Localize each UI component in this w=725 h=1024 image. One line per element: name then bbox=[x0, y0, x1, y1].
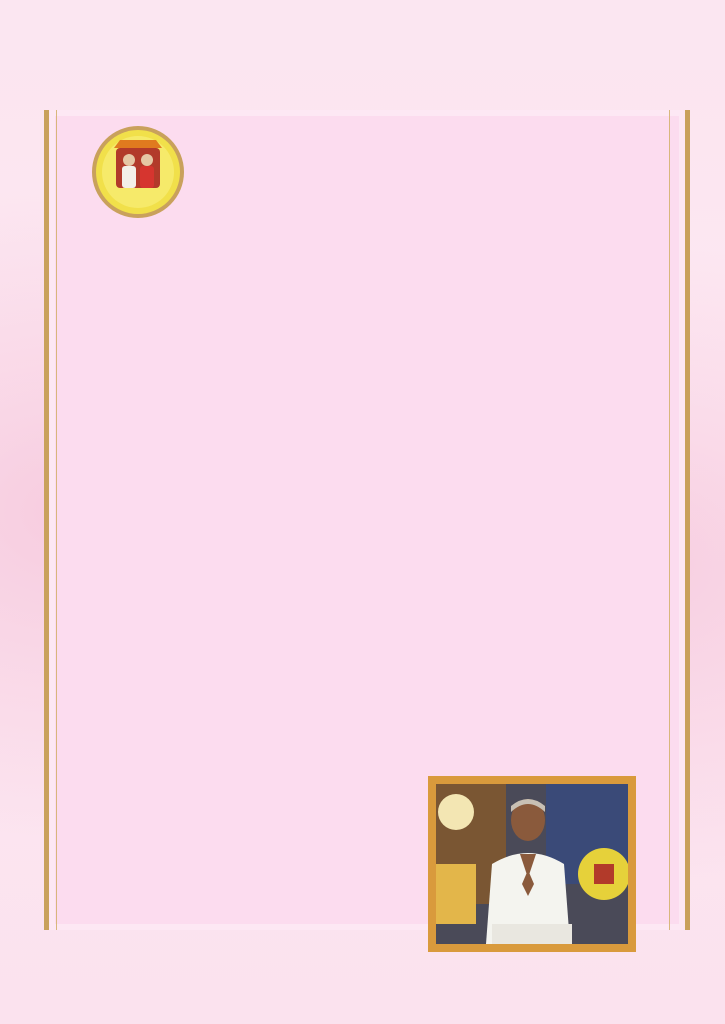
floral-left-cluster bbox=[0, 760, 60, 920]
floral-right-lower-cluster bbox=[660, 770, 725, 930]
devotee-portrait bbox=[436, 784, 628, 944]
floral-right-cluster bbox=[655, 90, 725, 230]
photo-frame bbox=[428, 776, 636, 952]
deity-medallion-icon bbox=[68, 102, 208, 242]
greeting bbox=[70, 238, 655, 260]
letter-body bbox=[70, 238, 655, 282]
